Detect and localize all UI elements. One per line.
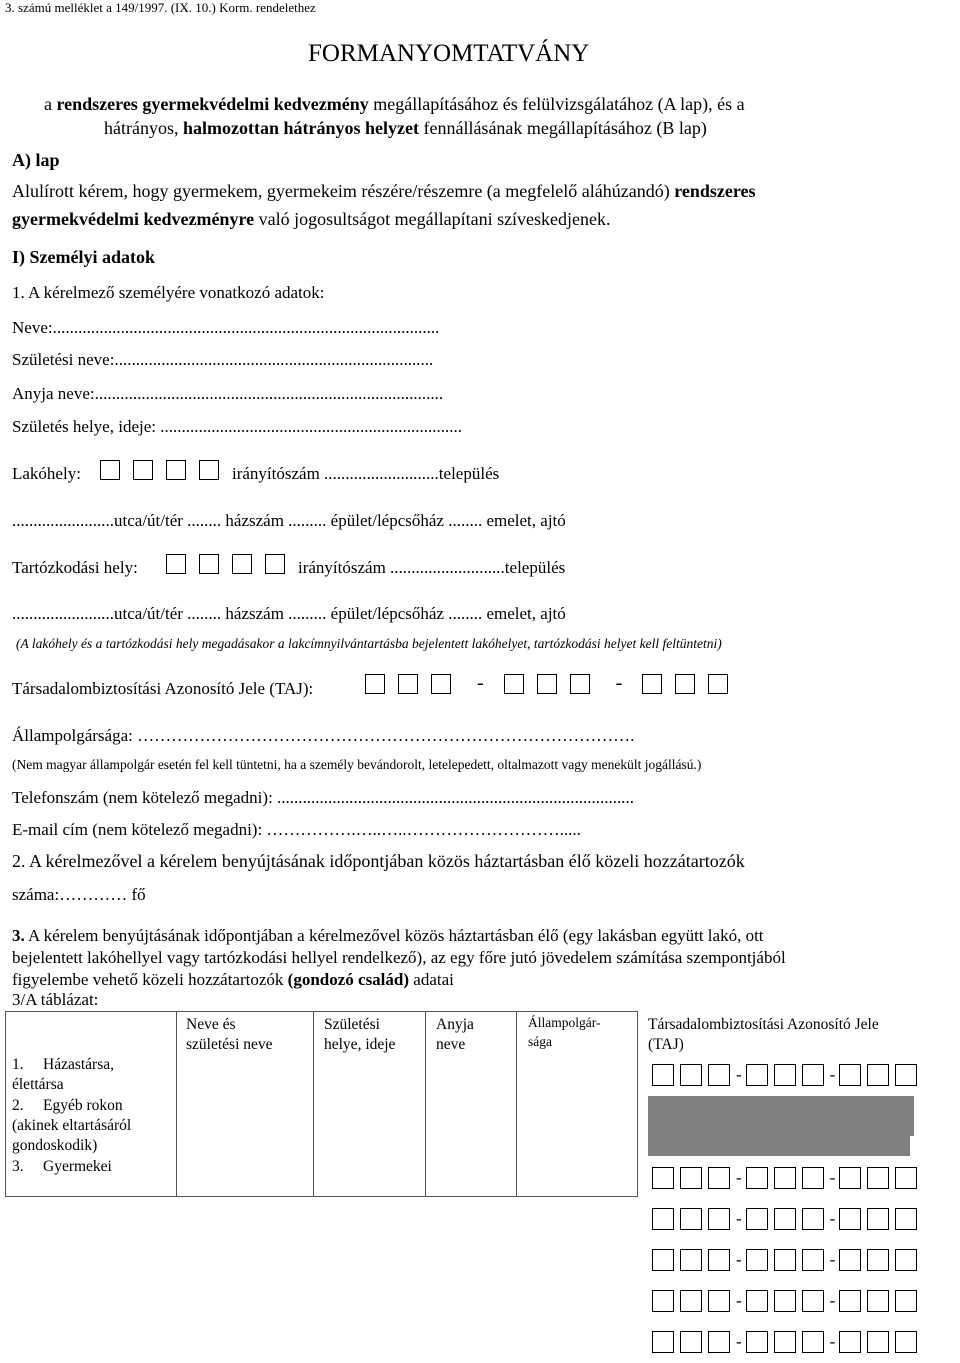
row-label-spouse: 1. Házastársa, élettársa — [12, 1056, 114, 1093]
table-header-birth: Születési helye, ideje — [324, 1016, 396, 1053]
name-field[interactable]: Neve:........................................................................................... — [12, 318, 440, 337]
citizenship-note: (Nem magyar állampolgár esetén fel kell tüntetni, ha a személy bevándorolt, letelepedett, oltalmazott vagy menekült jogállású.) — [12, 757, 702, 772]
residence-postcode-boxes[interactable] — [100, 460, 232, 480]
form-title: FORMANYOMTATVÁNY — [308, 40, 590, 67]
temp-residence-street-field[interactable]: ........................utca/út/tér ........ házszám ......... épület/lépcsőház ........ emelet, ajtó — [12, 604, 566, 623]
table-header-taj: Társadalombiztosítási Azonosító Jele (TAJ) — [648, 1016, 879, 1053]
item-3-line-1: 3. A kérelem benyújtásának időpontjában a kérelmezővel közös háztartásban élő (egy lakásban együtt lakó, ott — [12, 926, 764, 945]
subtitle-line-1: a rendszeres gyermekvédelmi kedvezmény megállapításához és felülvizsgálatához (A lap), és a — [44, 94, 745, 114]
table-header-mother: Anyja neve — [436, 1016, 474, 1053]
taj-row[interactable]: - - — [652, 1167, 923, 1189]
residence-label: Lakóhely: — [12, 464, 81, 483]
intro-line-1: Alulírott kérem, hogy gyermekem, gyermekeim részére/részemre (a megfelelő aláhúzandó) rendszeres — [12, 181, 756, 201]
birth-place-date-field[interactable]: Születés helye, ideje: ....................................................................... — [12, 417, 462, 436]
citizenship-field[interactable]: Állampolgársága: ……………………………………………………………………………. — [12, 726, 635, 745]
item-3-line-3: figyelembe vehető közeli hozzátartozók (gondozó család) adatai — [12, 970, 454, 989]
table-header-name: Neve és születési neve — [186, 1016, 273, 1053]
phone-field[interactable]: Telefonszám (nem kötelező megadni): .................................................................................... — [12, 788, 635, 807]
subtitle-line-2: hátrányos, halmozottan hátrányos helyzet fennállásának megállapításához (B lap) — [104, 118, 707, 138]
taj-row[interactable]: - - — [652, 1290, 923, 1312]
personal-data-heading: I) Személyi adatok — [12, 247, 155, 267]
residence-postcode-city-field[interactable]: irányítószám ...........................település — [232, 464, 500, 483]
gray-block — [648, 1096, 914, 1136]
temp-residence-postcode-boxes[interactable] — [166, 554, 298, 574]
taj-label: Társadalombiztosítási Azonosító Jele (TAJ): — [12, 679, 314, 698]
table-header-citizenship: Állampolgár- sága — [528, 1015, 601, 1049]
taj-boxes[interactable]: - - — [365, 672, 741, 695]
taj-row[interactable]: - - — [652, 1331, 923, 1353]
household-count-field[interactable]: száma:………… fő — [12, 885, 146, 904]
annex-note: 3. számú melléklet a 149/1997. (IX. 10.) Korm. rendelethez — [5, 0, 316, 15]
taj-row[interactable]: - - — [652, 1064, 923, 1086]
taj-row[interactable]: - - — [652, 1249, 923, 1271]
temp-residence-postcode-city-field[interactable]: irányítószám ...........................település — [298, 558, 566, 577]
email-field[interactable]: E-mail cím (nem kötelező megadni): …………….…..…..………………………..... — [12, 820, 581, 839]
taj-row[interactable]: - - — [652, 1208, 923, 1230]
section-a-label: A) lap — [12, 150, 60, 170]
item-2-line-1: 2. A kérelmezővel a kérelem benyújtásának időpontjában közös háztartásban élő közeli hozzátartozók — [12, 851, 745, 871]
mother-name-field[interactable]: Anyja neve:.................................................................................. — [12, 384, 444, 403]
residence-street-field[interactable]: ........................utca/út/tér ........ házszám ......... épület/lépcsőház ........ emelet, ajtó — [12, 511, 566, 530]
address-note: (A lakóhely és a tartózkodási hely megadásakor a lakcímnyilvántartásba bejelentett lakóhelyet, tartózkodási helyet kell feltüntetni) — [16, 636, 722, 651]
intro-line-2: gyermekvédelmi kedvezményre való jogosultságot megállapítani szíveskedjenek. — [12, 209, 611, 229]
table-caption: 3/A táblázat: — [12, 990, 99, 1009]
item-3-line-2: bejelentett lakóhellyel vagy tartózkodási hellyel rendelkező), az egy főre jutó jövedelem számítása szempontjából — [12, 948, 786, 967]
temp-residence-label: Tartózkodási hely: — [12, 558, 138, 577]
applicant-subheading: 1. A kérelmező személyére vonatkozó adatok: — [12, 283, 325, 302]
row-label-other-relative: 2. Egyéb rokon (akinek eltartásáról gondoskodik) — [12, 1097, 132, 1154]
row-label-children: 3. Gyermekei — [12, 1158, 112, 1175]
gray-block — [648, 1134, 910, 1156]
birth-name-field[interactable]: Születési neve:........................................................................... — [12, 350, 434, 369]
